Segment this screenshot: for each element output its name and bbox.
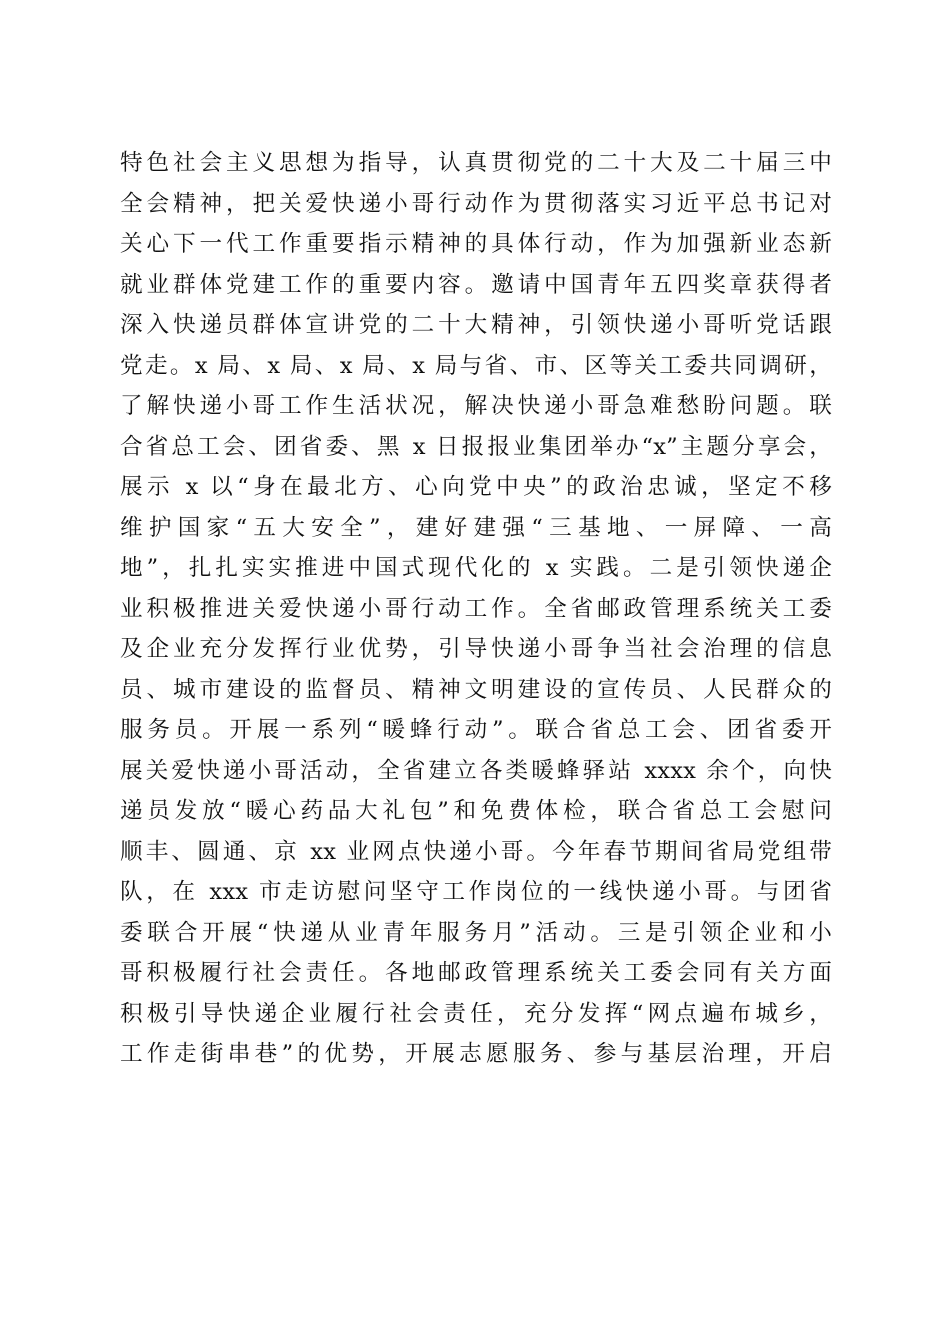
text-line: 维护国家“五大安全”，建好建强“三基地、一屏障、一高 (120, 514, 832, 541)
text-line: 委联合开展“快递从业青年服务月”活动。三是引领企业和小 (120, 919, 832, 946)
text-line: 顺丰、圆通、京 xx 业网点快递小哥。今年春节期间省局党组带 (120, 838, 832, 865)
text-line: 了解快递小哥工作生活状况，解决快递小哥急难愁盼问题。联 (120, 393, 832, 419)
text-line: 合省总工会、团省委、黑 x 日报报业集团举办“x”主题分享会， (120, 433, 832, 460)
text-line: 深入快递员群体宣讲党的二十大精神，引领快递小哥听党话跟 (120, 312, 832, 338)
text-line: 服务员。开展一系列“暖蜂行动”。联合省总工会、团省委开 (120, 717, 832, 743)
text-line: 党走。x 局、x 局、x 局、x 局与省、市、区等关工委共同调研， (120, 352, 832, 379)
text-line: 展示 x 以“身在最北方、心向党中央”的政治忠诚，坚定不移 (120, 474, 832, 500)
text-line: 特色社会主义思想为指导，认真贯彻党的二十大及二十届三中 (120, 150, 832, 176)
text-line: 积极引导快递企业履行社会责任，充分发挥“网点遍布城乡， (120, 1000, 832, 1027)
text-line: 员、城市建设的监督员、精神文明建设的宣传员、人民群众的 (120, 676, 832, 703)
text-line: 全会精神，把关爱快递小哥行动作为贯彻落实习近平总书记对 (120, 190, 832, 217)
text-line: 哥积极履行社会责任。各地邮政管理系统关工委会同有关方面 (120, 960, 832, 986)
text-line: 展关爱快递小哥活动，全省建立各类暖蜂驿站 xxxx 余个，向快 (120, 757, 832, 784)
text-line: 队，在 xxx 市走访慰问坚守工作岗位的一线快递小哥。与团省 (120, 879, 832, 905)
text-line: 递员发放“暖心药品大礼包”和免费体检，联合省总工会慰问 (120, 798, 832, 824)
text-line: 地”，扎扎实实推进中国式现代化的 x 实践。二是引领快递企 (120, 555, 832, 581)
text-line: 工作走街串巷”的优势，开展志愿服务、参与基层治理，开启 (120, 1041, 832, 1067)
text-line: 就业群体党建工作的重要内容。邀请中国青年五四奖章获得者 (120, 271, 832, 298)
text-line: 及企业充分发挥行业优势，引导快递小哥争当社会治理的信息 (120, 636, 832, 662)
document-body (120, 143, 832, 1075)
text-line: 业积极推进关爱快递小哥行动工作。全省邮政管理系统关工委 (120, 595, 832, 622)
text-line: 关心下一代工作重要指示精神的具体行动，作为加强新业态新 (120, 231, 832, 257)
